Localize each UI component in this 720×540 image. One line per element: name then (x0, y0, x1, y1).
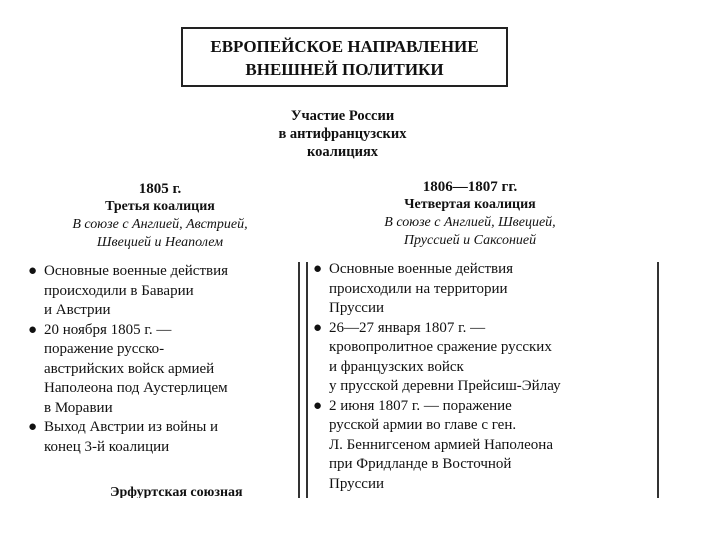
bullet-line: и французских войск (329, 358, 464, 375)
left-bullet-1 (28, 262, 298, 321)
right-column-rule-left (306, 262, 308, 498)
right-bullet-1 (313, 260, 657, 319)
bullet-dot-icon: ● (313, 261, 323, 277)
bullet-dot-icon: ● (313, 397, 323, 414)
subtitle (230, 107, 455, 161)
bullet-dot-icon: ● (313, 319, 323, 336)
left-column-rule (298, 262, 300, 498)
bullet-dot-icon: ● (28, 419, 38, 435)
bullet-line: русской армии во главе с ген. (329, 417, 517, 433)
right-column-rule-right (657, 262, 659, 498)
left-bullet-3 (28, 418, 298, 457)
bullet-line: Основные военные действия (329, 261, 514, 277)
bullet-line: 26—27 января 1807 г. — (329, 319, 486, 336)
bullet-line: поражение русско- (44, 341, 165, 357)
bullet-dot-icon: ● (28, 263, 38, 279)
right-allies-line-1: В союзе с Англией, Швецией, (384, 215, 556, 230)
bullet-line: при Фридланде в Восточной (329, 456, 512, 472)
right-allies-line-2: Пруссией и Саксонией (403, 233, 537, 248)
bullet-line: в Моравии (44, 399, 113, 416)
left-bullet-2 (28, 321, 298, 419)
left-allies-line-1: В союзе с Англией, Австрией, (72, 217, 248, 232)
bullet-line: Л. Беннигсеном армией Наполеона (329, 436, 553, 453)
bullet-line: конец 3-й коалиции (44, 438, 170, 455)
bullet-line: происходили на территории (329, 280, 508, 297)
subtitle-line-2: в антифранцузских (278, 126, 407, 142)
right-bullet-list (313, 260, 657, 494)
bullet-line: 20 ноября 1805 г. — (44, 321, 172, 338)
left-allies-line-2: Швецией и Неаполем (96, 235, 224, 250)
left-column-header (20, 180, 300, 252)
left-bullet-list (28, 262, 298, 457)
bullet-line: происходили в Баварии (44, 282, 194, 299)
bullet-line: Наполеона под Аустерлицем (44, 380, 228, 396)
title-line-2: ВНЕШНЕЙ ПОЛИТИКИ (245, 60, 444, 79)
bullet-line: у прусской деревни Прейсиш-Эйлау (329, 378, 561, 394)
title-line-1: ЕВРОПЕЙСКОЕ НАПРАВЛЕНИЕ (210, 37, 479, 56)
left-year: 1805 г. (138, 181, 182, 197)
bullet-line: и Австрии (44, 302, 111, 318)
right-year: 1806—1807 гг. (422, 179, 518, 195)
right-bullet-2 (313, 319, 657, 397)
subtitle-line-1: Участие России (290, 108, 395, 124)
bullet-line: кровопролитное сражение русских (329, 339, 552, 355)
left-footer-partial: Эрфуртская союзная (110, 485, 243, 498)
title-box (181, 27, 508, 87)
left-coalition: Третья коалиция (105, 199, 215, 214)
right-coalition: Четвертая коалиция (404, 197, 536, 212)
subtitle-line-3: коалициях (306, 144, 379, 160)
right-column-header (320, 178, 620, 250)
bullet-line: австрийских войск армией (44, 360, 215, 377)
bullet-line: Пруссии (329, 475, 385, 492)
bullet-line: Пруссии (329, 300, 385, 316)
bullet-line: 2 июня 1807 г. — поражение (329, 397, 512, 414)
bullet-line: Основные военные действия (44, 263, 229, 279)
bullet-line: Выход Австрии из войны и (44, 419, 219, 435)
bullet-dot-icon: ● (28, 321, 38, 338)
right-bullet-3 (313, 397, 657, 495)
